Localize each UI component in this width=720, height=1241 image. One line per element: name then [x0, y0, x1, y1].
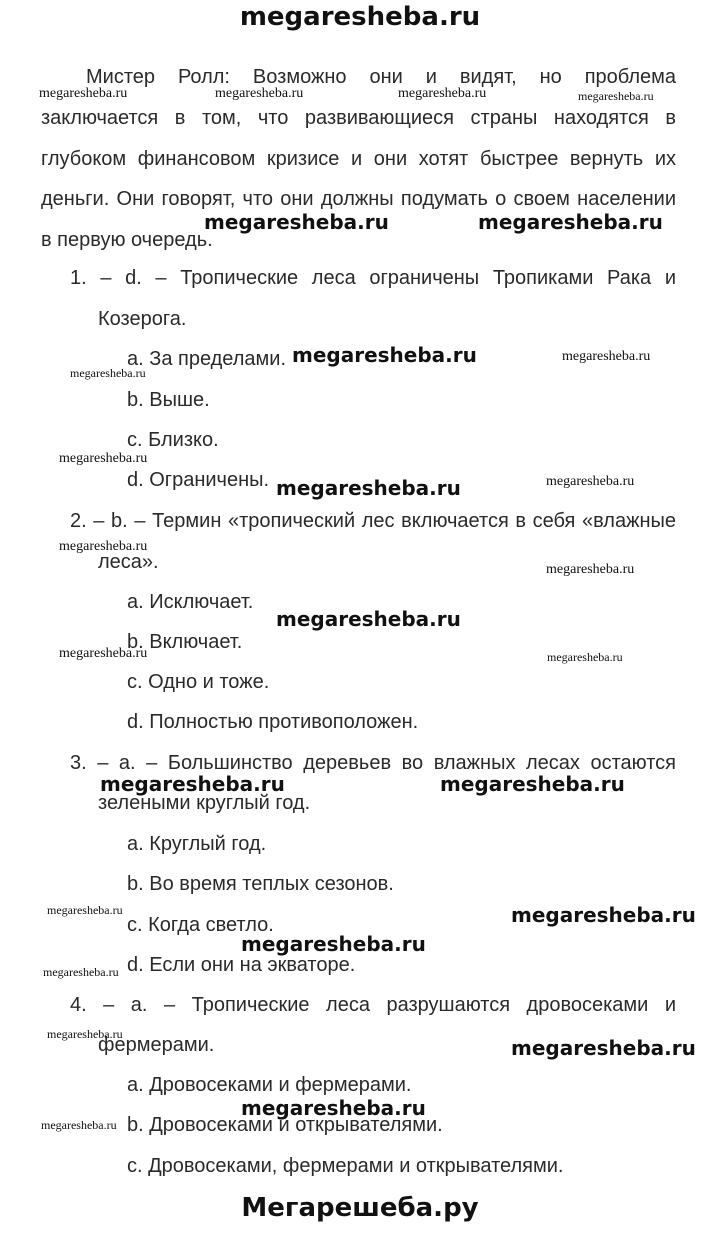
footer-title: Мегарешеба.ру	[241, 1193, 479, 1223]
question-1-option-a: a. За пределами.	[127, 348, 287, 370]
watermark-large: megaresheba.ru	[204, 210, 389, 234]
watermark-small: megaresheba.ru	[41, 1118, 117, 1132]
watermark-large: megaresheba.ru	[511, 1036, 696, 1060]
question-3-option-d: d. Если они на экваторе.	[127, 954, 356, 976]
intro-line-5: в первую очередь.	[41, 229, 213, 251]
watermark-large: megaresheba.ru	[478, 210, 663, 234]
watermark-small: megaresheba.ru	[43, 965, 119, 979]
question-4-option-a: a. Дровосеками и фермерами.	[127, 1074, 412, 1096]
question-2-line-1: 2. – b. – Термин «тропический лес включается в себя «влажные	[70, 510, 676, 532]
watermark-small: megaresheba.ru	[562, 349, 651, 364]
watermark-small: megaresheba.ru	[215, 86, 304, 101]
header-title: megaresheba.ru	[239, 2, 481, 32]
intro-line-3: глубоком финансовом кризисе и они хотят быстрее вернуть их	[41, 148, 676, 170]
intro-line-2: заключается в том, что развивающиеся страны находятся в	[41, 107, 676, 129]
watermark-small: megaresheba.ru	[47, 1027, 123, 1041]
question-4-option-c: c. Дровосеками, фермерами и открывателями.	[127, 1155, 564, 1177]
watermark-large: megaresheba.ru	[276, 476, 461, 500]
watermark-small: megaresheba.ru	[578, 89, 654, 103]
watermark-large: megaresheba.ru	[511, 903, 696, 927]
watermark-large: megaresheba.ru	[241, 932, 426, 956]
question-3-line-1: 3. – a. – Большинство деревьев во влажных лесах остаются	[70, 752, 676, 774]
watermark-small: megaresheba.ru	[59, 451, 148, 466]
question-2-option-c: c. Одно и тоже.	[127, 671, 270, 693]
question-2-option-b: b. Включает.	[127, 631, 243, 653]
intro-line-1: Мистер Ролл: Возможно они и видят, но проблема	[86, 66, 676, 88]
question-4-line-2: фермерами.	[98, 1034, 215, 1056]
question-3-option-b: b. Во время теплых сезонов.	[127, 873, 394, 895]
question-2-option-d: d. Полностью противоположен.	[127, 711, 419, 733]
question-1-line-1: 1. – d. – Тропические леса ограничены Тропиками Рака и	[70, 267, 676, 289]
intro-line-4: деньги. Они говорят, что они должны подумать о своем населении	[41, 188, 676, 210]
question-2-option-a: a. Исключает.	[127, 591, 254, 613]
watermark-large: megaresheba.ru	[440, 772, 625, 796]
question-4-line-1: 4. – a. – Тропические леса разрушаются дровосеками и	[70, 994, 676, 1016]
watermark-small: megaresheba.ru	[39, 86, 128, 101]
watermark-small: megaresheba.ru	[546, 562, 635, 577]
question-4-option-b: b. Дровосеками и открывателями.	[127, 1114, 443, 1136]
watermark-large: megaresheba.ru	[292, 343, 477, 367]
question-1-option-c: c. Близко.	[127, 429, 219, 451]
watermark-small: megaresheba.ru	[398, 86, 487, 101]
question-1-option-d: d. Ограничены.	[127, 469, 270, 491]
watermark-small: megaresheba.ru	[59, 646, 148, 661]
question-1-line-2: Козерога.	[98, 308, 187, 330]
watermark-small: megaresheba.ru	[547, 650, 623, 664]
watermark-small: megaresheba.ru	[59, 539, 148, 554]
watermark-large: megaresheba.ru	[276, 607, 461, 631]
watermark-large: megaresheba.ru	[100, 772, 285, 796]
question-3-line-2: зелеными круглый год.	[98, 792, 311, 814]
question-1-option-b: b. Выше.	[127, 389, 210, 411]
watermark-small: megaresheba.ru	[47, 903, 123, 917]
question-2-line-2: леса».	[98, 551, 159, 573]
question-3-option-a: a. Круглый год.	[127, 833, 267, 855]
question-3-option-c: c. Когда светло.	[127, 914, 274, 936]
watermark-small: megaresheba.ru	[70, 366, 146, 380]
watermark-small: megaresheba.ru	[546, 474, 635, 489]
watermark-large: megaresheba.ru	[241, 1096, 426, 1120]
